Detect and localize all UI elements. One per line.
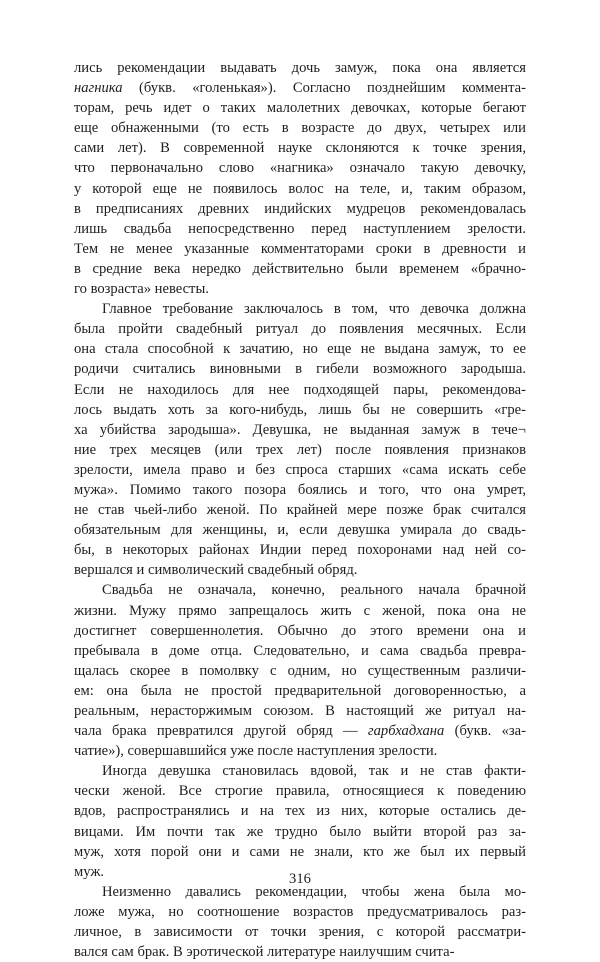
text-line: [74, 922, 526, 942]
text-run: Свадьба не означала, конечно, реального начала брачной: [102, 582, 526, 599]
book-page-text: [74, 58, 526, 962]
text-line: [74, 158, 526, 178]
text-line: [74, 138, 526, 158]
text-run: муж, хотя порой они и сами не знали, кто же был их первый: [74, 843, 526, 860]
text-run: родичи считались виновными в гибели возможного зародыша.: [74, 361, 526, 378]
text-line: [74, 380, 526, 400]
text-run: вдов, распространялись и на тех из них, которые остались де-: [74, 803, 526, 820]
text-line: [74, 118, 526, 138]
text-line: [74, 701, 526, 721]
text-line: [74, 199, 526, 219]
italic-term: гарбхадхана: [367, 723, 445, 740]
text-run: в предписаниях древних индийских мудрецов рекомендовалась: [74, 200, 526, 217]
text-run: пребывала в доме отца. Следовательно, и сама свадьба превра-: [74, 642, 526, 659]
text-run: щалась скорее в помолвку с одним, но существенным различи-: [74, 662, 526, 679]
text-run: не став чьей-либо женой. По крайней мере позже брак считался: [74, 502, 526, 519]
text-line: [74, 781, 526, 801]
text-line: [74, 339, 526, 359]
paragraph: [74, 882, 526, 962]
text-line: [74, 842, 526, 862]
text-run: Иногда девушка становилась вдовой, так и не став факти-: [102, 763, 526, 780]
text-line: [74, 98, 526, 118]
text-run: лись рекомендации выдавать дочь замуж, пока она является: [74, 60, 526, 76]
text-run: она стала способной к зачатию, но еще не выдана замуж, то ее: [74, 341, 526, 358]
text-line: [74, 761, 526, 781]
text-run: Если не находилось для нее подходящей пары, рекомендова-: [74, 381, 526, 398]
text-line: [74, 500, 526, 520]
text-run: лишь свадьба непосредственно перед наступлением зрелости.: [74, 220, 526, 237]
text-run: го возраста» невесты.: [74, 281, 209, 298]
text-run: зрелости, имела право и без спроса старших «сама искать себе: [74, 461, 526, 478]
text-run: достигнет совершеннолетия. Обычно до этого времени она и: [74, 622, 526, 639]
text-run: реальным, нерасторжимым союзом. В настоящий же ритуал на-: [74, 703, 526, 719]
text-line: [74, 721, 526, 741]
text-run: вицами. Им почти так же трудно было выйти второй раз за-: [74, 823, 526, 840]
text-run: вершался и символический свадебный обряд.: [74, 562, 358, 579]
text-line: [74, 942, 526, 962]
text-run: в средние века нередко действительно были временем «брачно-: [74, 260, 526, 277]
text-run: у которой еще не появилось волос на теле, и, таким образом,: [74, 180, 526, 197]
text-run: (букв. «за-: [444, 723, 526, 740]
text-line: [74, 621, 526, 641]
text-line: [74, 681, 526, 701]
text-line: [74, 279, 526, 299]
text-line: [74, 58, 526, 78]
text-line: [74, 420, 526, 440]
text-run: была пройти свадебный ритуал до появления месячных. Если: [74, 321, 526, 338]
text-line: [74, 400, 526, 420]
text-line: [74, 239, 526, 259]
paragraph: [74, 761, 526, 882]
text-run: чески женой. Все строгие правила, относящиеся к поведению: [74, 783, 526, 800]
text-run: вался сам брак. В эротической литературе наилучшим счита-: [74, 944, 455, 961]
paragraph: [74, 580, 526, 761]
text-run: Неизменно давались рекомендации, чтобы жена была мо-: [102, 883, 526, 900]
text-run: ем: она была не простой предварительной договоренностью, а: [74, 682, 526, 699]
text-run: ложе мужа, но соотношение возрастов предусматривалось раз-: [74, 903, 526, 920]
text-line: [74, 540, 526, 560]
text-run: ние трех месяцев (или трех лет) после появления признаков: [74, 441, 526, 458]
paragraph: [74, 299, 526, 580]
text-line: [74, 661, 526, 681]
text-run: жизни. Мужу прямо запрещалось жить с женой, пока она не: [74, 602, 526, 619]
text-line: [74, 460, 526, 480]
text-run: лось выдать хоть за кого-нибудь, лишь бы не совершить «гре-: [74, 401, 526, 418]
page-number: 316: [289, 871, 311, 887]
text-line: [74, 219, 526, 239]
text-run: Главное требование заключалось в том, что девочка должна: [102, 301, 526, 318]
text-line: [74, 641, 526, 661]
text-run: мужа». Помимо такого позора боялись и того, что она умрет,: [74, 481, 526, 498]
text-run: сами лет). В современной науке склоняются к точке зрения,: [74, 140, 526, 157]
text-run: (букв. «голенькая»). Согласно позднейшим коммента-: [122, 80, 526, 97]
text-run: что первоначально слово «нагника» означало такую девочку,: [74, 160, 526, 177]
text-line: [74, 299, 526, 319]
text-run: муж.: [74, 863, 105, 880]
text-run: торам, речь идет о таких малолетних девочках, которые бегают: [74, 100, 526, 117]
text-run: чатие»), совершавшийся уже после наступления зрелости.: [74, 743, 438, 760]
text-run: личное, в зависимости от точки зрения, с которой рассматри-: [74, 924, 526, 941]
text-run: еще обнаженными (то есть в возрасте до двух, четырех или: [74, 120, 526, 137]
text-run: Тем не менее указанные комментаторами сроки в древности и: [74, 240, 526, 257]
paragraph: [74, 58, 526, 299]
text-line: [74, 801, 526, 821]
text-line: [74, 560, 526, 580]
text-run: бы, в некоторых районах Индии перед похоронами над ней со-: [74, 542, 526, 559]
text-line: [74, 359, 526, 379]
text-line: [74, 822, 526, 842]
text-line: [74, 259, 526, 279]
text-line: [74, 480, 526, 500]
text-line: [74, 179, 526, 199]
text-line: [74, 902, 526, 922]
text-line: [74, 319, 526, 339]
italic-term: нагника: [74, 80, 123, 97]
text-line: [74, 601, 526, 621]
text-run: чала брака превратился другой обряд —: [74, 723, 368, 740]
text-line: [74, 580, 526, 600]
text-run: обязательным для женщины, и, если девушка умирала до свадь-: [74, 522, 526, 539]
text-run: ха убийства зародыша». Девушка, не выданная замуж в тече¬: [74, 421, 526, 438]
text-line: [74, 440, 526, 460]
text-line: [74, 741, 526, 761]
text-line: [74, 520, 526, 540]
text-line: [74, 78, 526, 98]
